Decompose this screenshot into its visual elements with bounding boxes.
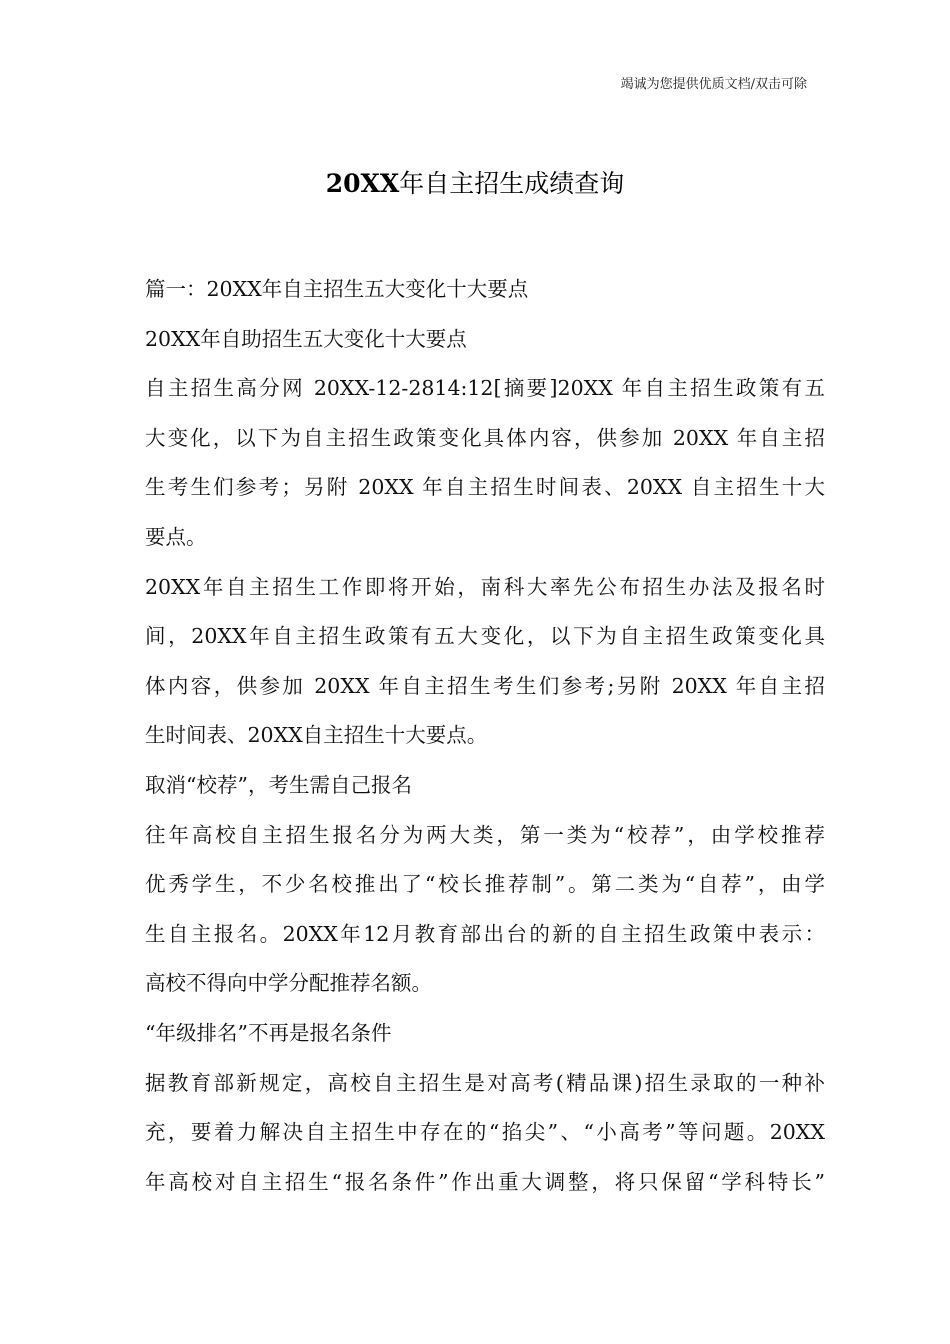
text-line: 间，20XX年自主招生政策有五大变化，以下为自主招生政策变化具 (145, 624, 825, 649)
text-line: 体内容，供参加 20XX 年自主招生考生们参考;另附 20XX 年自主招 (145, 673, 825, 698)
text-line: “年级排名”不再是报名条件 (145, 1020, 392, 1045)
text-line: 大变化，以下为自主招生政策变化具体内容，供参加 20XX 年自主招 (145, 425, 825, 450)
text-line: 往年高校自主招生报名分为两大类，第一类为“校荐”，由学校推荐 (145, 822, 825, 847)
text-line: 生时间表、20XX自主招生十大要点。 (145, 723, 488, 748)
text-line: 高校不得向中学分配推荐名额。 (145, 971, 432, 996)
text-line: 年高校对自主招生“报名条件”作出重大调整，将只保留“学科特长” (145, 1169, 825, 1194)
text-line: 20XX年自主招生工作即将开始，南科大率先公布招生办法及报名时 (145, 574, 825, 599)
text-line: 据教育部新规定，高校自主招生是对高考(精品课)招生录取的一种补 (145, 1070, 825, 1095)
text-line: 生自主报名。20XX年12月教育部出台的新的自主招生政策中表示： (145, 921, 825, 946)
text-line: 20XX年自助招生五大变化十大要点 (145, 326, 467, 351)
page-title (0, 164, 950, 200)
text-line: 篇一：20XX年自主招生五大变化十大要点 (145, 277, 529, 301)
text-line: 充，要着力解决自主招生中存在的“掐尖”、“小高考”等问题。20XX (145, 1120, 825, 1145)
title-text: 年自主招生成绩查询 (399, 169, 625, 198)
title-year: 20XX (325, 169, 400, 198)
text-line: 要点。 (145, 524, 207, 549)
header-note: 竭诚为您提供优质文档/双击可除 (620, 77, 807, 92)
document-body (145, 265, 825, 1207)
text-line: 取消“校荐”，考生需自己报名 (145, 772, 412, 797)
text-line: 自主招生高分网 20XX-12-2814:12[摘要]20XX 年自主招生政策有五 (145, 376, 825, 401)
text-line: 优秀学生，不少名校推出了“校长推荐制”。第二类为“自荐”，由学 (145, 872, 825, 897)
text-line: 生考生们参考；另附 20XX 年自主招生时间表、20XX 自主招生十大 (145, 475, 825, 500)
